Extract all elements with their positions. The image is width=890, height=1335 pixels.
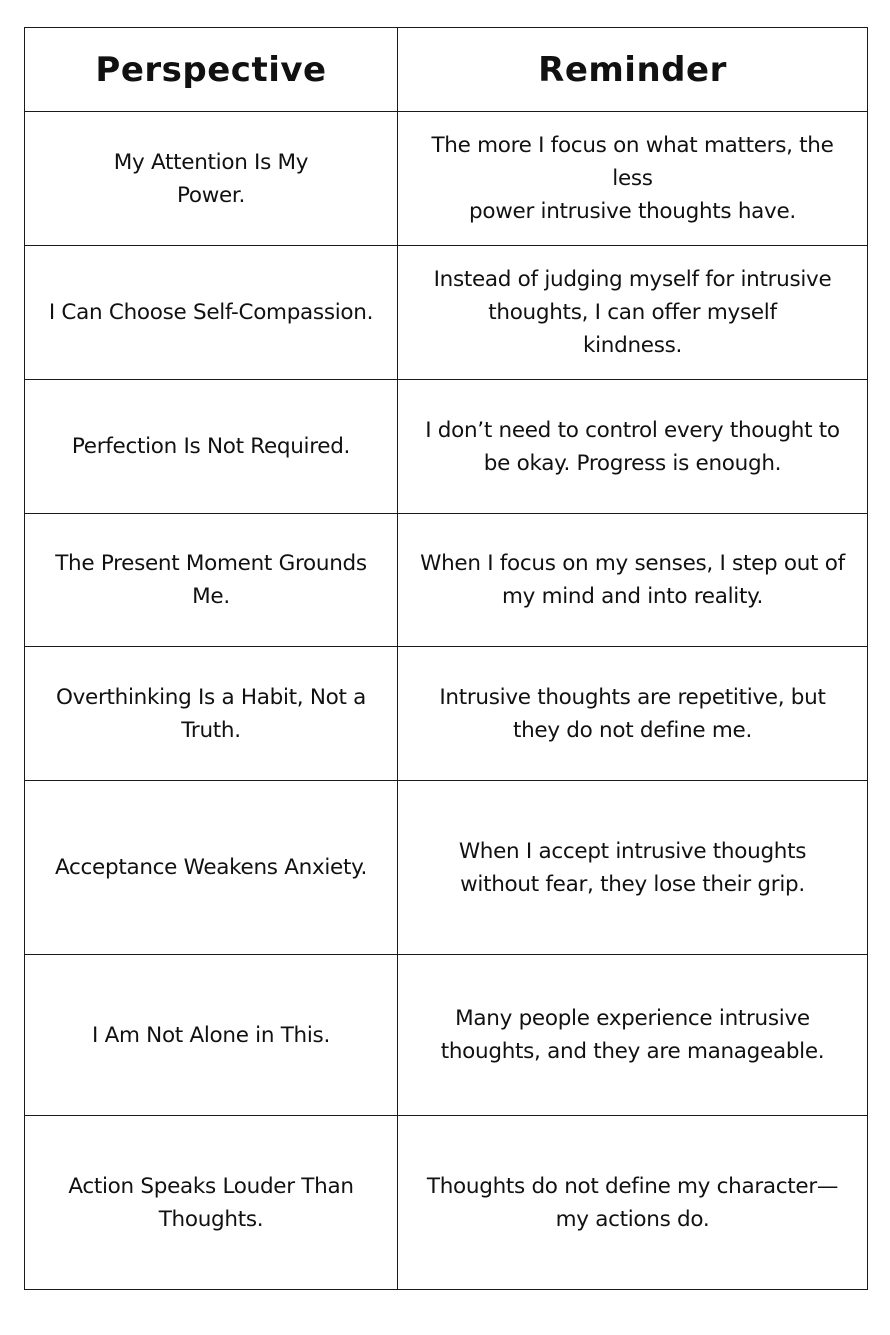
reminder-cell: Many people experience intrusive thoughts, and they are manageable. — [398, 955, 868, 1116]
column-header-perspective: Perspective — [25, 28, 398, 112]
perspective-cell: Acceptance Weakens Anxiety. — [25, 781, 398, 955]
reminder-cell: When I focus on my senses, I step out of my mind and into reality. — [398, 514, 868, 647]
table-row — [25, 246, 868, 380]
table-row — [25, 1116, 868, 1290]
perspective-reminder-table-container — [24, 27, 867, 1290]
perspective-cell: Perfection Is Not Required. — [25, 380, 398, 514]
table-header-row — [25, 28, 868, 112]
table-row — [25, 781, 868, 955]
column-header-reminder: Reminder — [398, 28, 868, 112]
perspective-reminder-table — [24, 27, 868, 1290]
reminder-cell: The more I focus on what matters, the less power intrusive thoughts have. — [398, 112, 868, 246]
reminder-cell: Intrusive thoughts are repetitive, but they do not define me. — [398, 647, 868, 781]
reminder-cell: Thoughts do not define my character— my actions do. — [398, 1116, 868, 1290]
perspective-cell: I Can Choose Self-Compassion. — [25, 246, 398, 380]
perspective-cell: Action Speaks Louder Than Thoughts. — [25, 1116, 398, 1290]
perspective-cell: I Am Not Alone in This. — [25, 955, 398, 1116]
perspective-cell: The Present Moment Grounds Me. — [25, 514, 398, 647]
table-row — [25, 380, 868, 514]
table-row — [25, 955, 868, 1116]
table-row — [25, 647, 868, 781]
perspective-cell: My Attention Is My Power. — [25, 112, 398, 246]
reminder-cell: I don’t need to control every thought to be okay. Progress is enough. — [398, 380, 868, 514]
table-row — [25, 514, 868, 647]
reminder-cell: When I accept intrusive thoughts without fear, they lose their grip. — [398, 781, 868, 955]
reminder-cell: Instead of judging myself for intrusive thoughts, I can offer myself kindness. — [398, 246, 868, 380]
table-row — [25, 112, 868, 246]
perspective-cell: Overthinking Is a Habit, Not a Truth. — [25, 647, 398, 781]
